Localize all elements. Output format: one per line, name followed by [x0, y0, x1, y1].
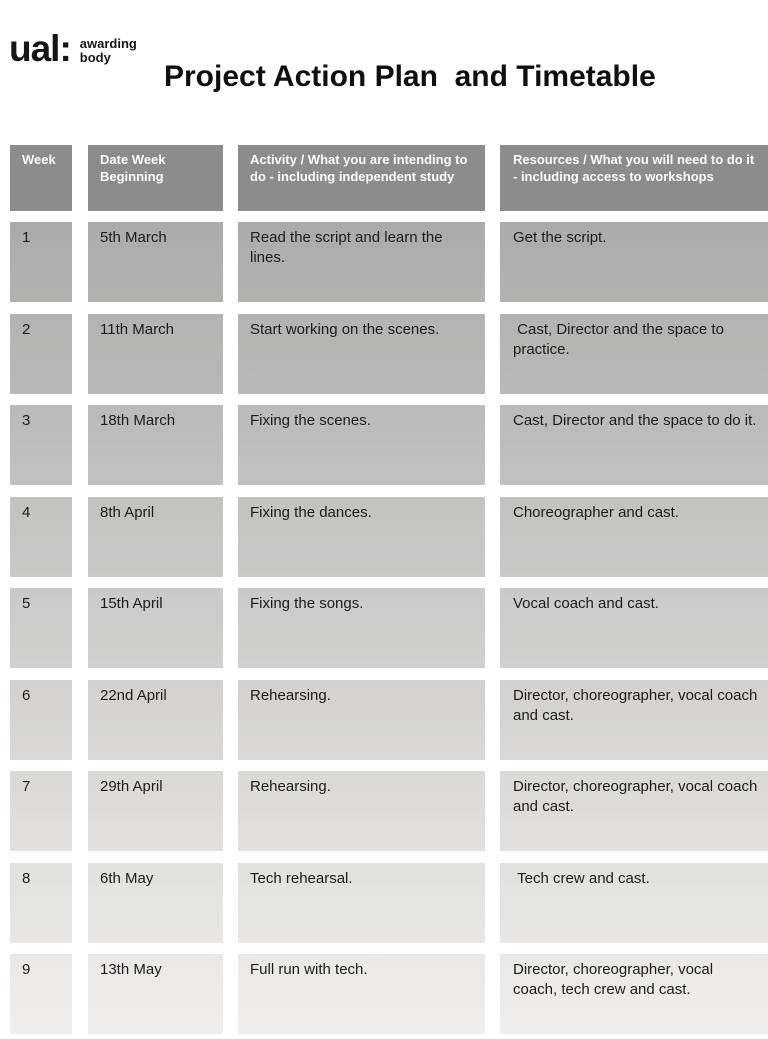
ual-logo-sub-line1: awarding [79, 36, 137, 51]
date-cell: 22nd April [88, 680, 223, 760]
resources-cell: Cast, Director and the space to do it. [500, 405, 768, 485]
week-cell: 5 [10, 588, 72, 668]
resources-cell: Tech crew and cast. [500, 863, 768, 943]
header-week: Week [10, 145, 72, 211]
date-cell: 11th March [88, 314, 223, 394]
table-row [10, 405, 768, 485]
date-cell: 18th March [88, 405, 223, 485]
page-title: Project Action Plan and Timetable [164, 60, 656, 93]
resources-cell: Director, choreographer, vocal coach and cast. [500, 680, 768, 760]
activity-cell: Fixing the scenes. [238, 405, 485, 485]
activity-cell: Fixing the dances. [238, 497, 485, 577]
ual-logo-subtext [80, 37, 137, 65]
activity-cell: Full run with tech. [238, 954, 485, 1034]
date-cell: 15th April [88, 588, 223, 668]
ual-logo-sub-line2: body [79, 50, 111, 65]
activity-cell: Rehearsing. [238, 680, 485, 760]
resources-cell: Choreographer and cast. [500, 497, 768, 577]
resources-cell: Get the script. [500, 222, 768, 302]
ual-logo [9, 28, 137, 69]
table-row [10, 680, 768, 760]
table-row [10, 222, 768, 302]
ual-logo-text: ual: [9, 28, 71, 69]
activity-cell: Rehearsing. [238, 771, 485, 851]
week-cell: 8 [10, 863, 72, 943]
masthead [0, 0, 768, 145]
table-row [10, 314, 768, 394]
header-date: Date Week Beginning [88, 145, 223, 211]
date-cell: 13th May [88, 954, 223, 1034]
table-row [10, 771, 768, 851]
action-plan-table [0, 145, 768, 1034]
date-cell: 5th March [88, 222, 223, 302]
table-row [10, 863, 768, 943]
date-cell: 29th April [88, 771, 223, 851]
week-cell: 9 [10, 954, 72, 1034]
date-cell: 6th May [88, 863, 223, 943]
activity-cell: Fixing the songs. [238, 588, 485, 668]
table-row [10, 497, 768, 577]
resources-cell: Vocal coach and cast. [500, 588, 768, 668]
header-resources: Resources / What you will need to do it - including access to workshops [500, 145, 768, 211]
week-cell: 6 [10, 680, 72, 760]
week-cell: 2 [10, 314, 72, 394]
resources-cell: Cast, Director and the space to practice. [500, 314, 768, 394]
table-row [10, 954, 768, 1034]
date-cell: 8th April [88, 497, 223, 577]
resources-cell: Director, choreographer, vocal coach and cast. [500, 771, 768, 851]
activity-cell: Start working on the scenes. [238, 314, 485, 394]
header-activity: Activity / What you are intending to do - including independent study [238, 145, 485, 211]
week-cell: 3 [10, 405, 72, 485]
table-header-row [10, 145, 768, 211]
week-cell: 1 [10, 222, 72, 302]
week-cell: 7 [10, 771, 72, 851]
table-row [10, 588, 768, 668]
activity-cell: Read the script and learn the lines. [238, 222, 485, 302]
resources-cell: Director, choreographer, vocal coach, tech crew and cast. [500, 954, 768, 1034]
week-cell: 4 [10, 497, 72, 577]
activity-cell: Tech rehearsal. [238, 863, 485, 943]
